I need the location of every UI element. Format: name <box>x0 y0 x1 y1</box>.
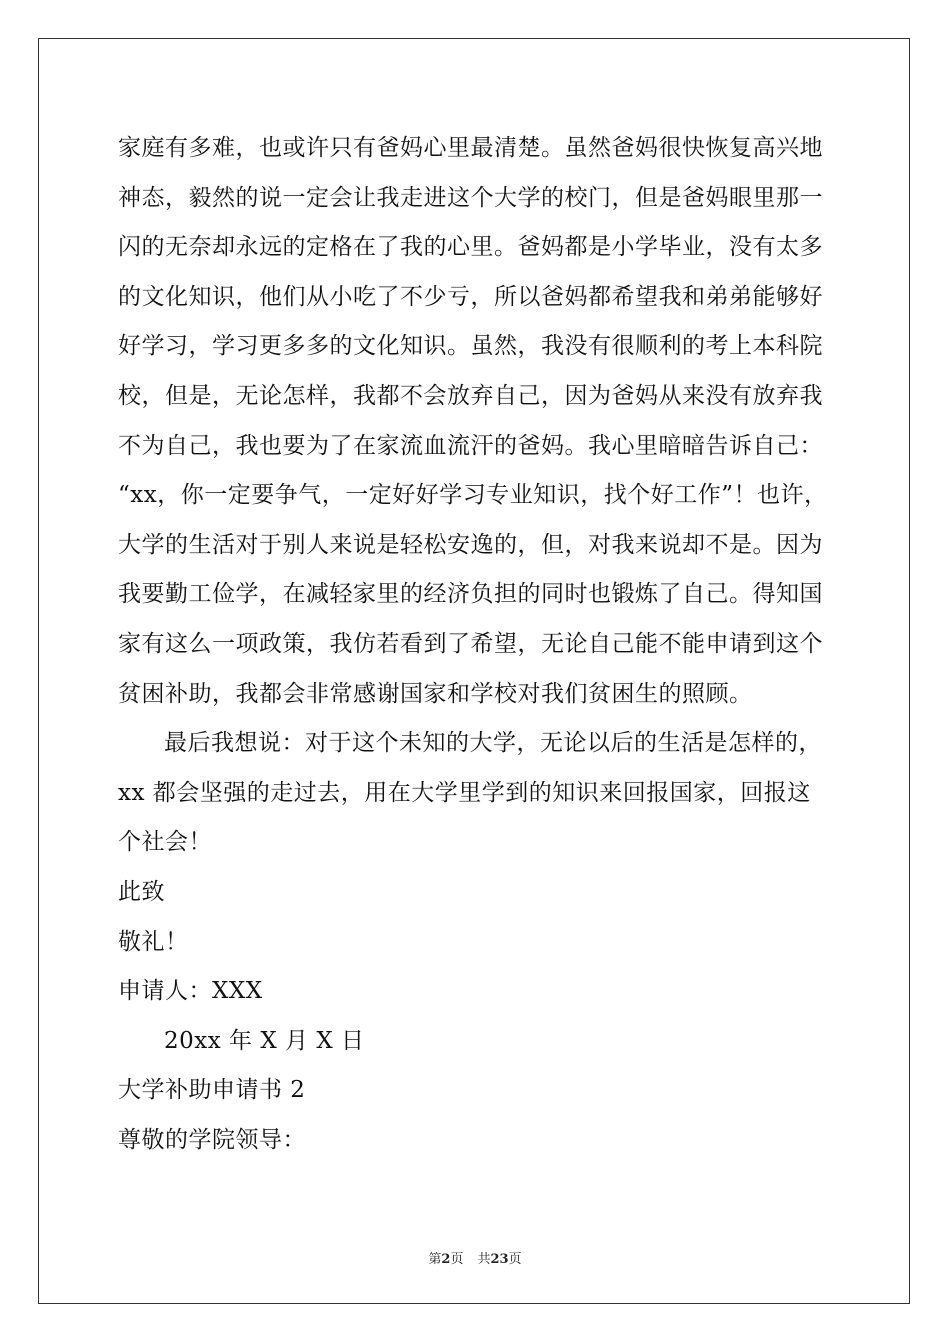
text-line: 大学的生活对于别人来说是轻松安逸的，但，对我来说却不是。因为 <box>118 531 823 558</box>
text-line: 我要勤工俭学，在减轻家里的经济负担的同时也锻炼了自己。得知国 <box>118 581 823 608</box>
text-line: 贫困补助，我都会非常感谢国家和学校对我们贫困生的照顾。 <box>118 680 753 707</box>
text-line: xx 都会坚强的走过去，用在大学里学到的知识来回报国家，回报这 <box>118 779 811 806</box>
text-line: 家庭有多难，也或许只有爸妈心里最清楚。虽然爸妈很快恢复高兴地 <box>118 135 823 161</box>
closing-line-2: 敬礼！ <box>118 928 189 955</box>
text-line: 不为自己，我也要为了在家流血流汗的爸妈。我心里暗暗告诉自己： <box>118 432 823 459</box>
section-title: 大学补助申请书 2 <box>118 1077 306 1104</box>
text-line: 最后我想说：对于这个未知的大学，无论以后的生活是怎样的， <box>164 730 822 757</box>
closing-line-1: 此致 <box>118 878 165 905</box>
text-line: 校，但是，无论怎样，我都不会放弃自己，因为爸妈从来没有放弃我 <box>118 382 823 409</box>
page-prefix: 第 <box>428 1252 442 1267</box>
page-footer <box>0 1248 950 1267</box>
paragraph-2 <box>118 719 834 868</box>
text-line: 个社会！ <box>118 829 212 856</box>
text-line: 好学习，学习更多多的文化知识。虽然，我没有很顺利的考上本科院 <box>118 333 823 360</box>
page-current: 2 <box>441 1252 451 1267</box>
document-body <box>118 124 834 1165</box>
text-line: “xx，你一定要争气，一定好好学习专业知识，找个好工作”！也许， <box>118 482 828 509</box>
text-line: 家有这么一项政策，我仿若看到了希望，无论自己能不能申请到这个 <box>118 630 823 657</box>
total-prefix: 共 <box>477 1252 491 1267</box>
date-line: 20xx 年 X 月 X 日 <box>164 1027 365 1054</box>
text-line: 的文化知识，他们从小吃了不少亏，所以爸妈都希望我和弟弟能够好 <box>118 283 823 310</box>
total-suffix: 页 <box>508 1252 522 1267</box>
applicant-line: 申请人：XXX <box>118 978 263 1005</box>
page-suffix: 页 <box>450 1252 464 1267</box>
text-line: 闪的无奈却永远的定格在了我的心里。爸妈都是小学毕业，没有太多 <box>118 234 823 261</box>
text-line: 神态，毅然的说一定会让我走进这个大学的校门，但是爸妈眼里那一 <box>118 184 823 211</box>
page-total: 23 <box>490 1252 509 1267</box>
paragraph-1 <box>118 124 834 719</box>
salutation-line: 尊敬的学院领导： <box>118 1126 306 1153</box>
